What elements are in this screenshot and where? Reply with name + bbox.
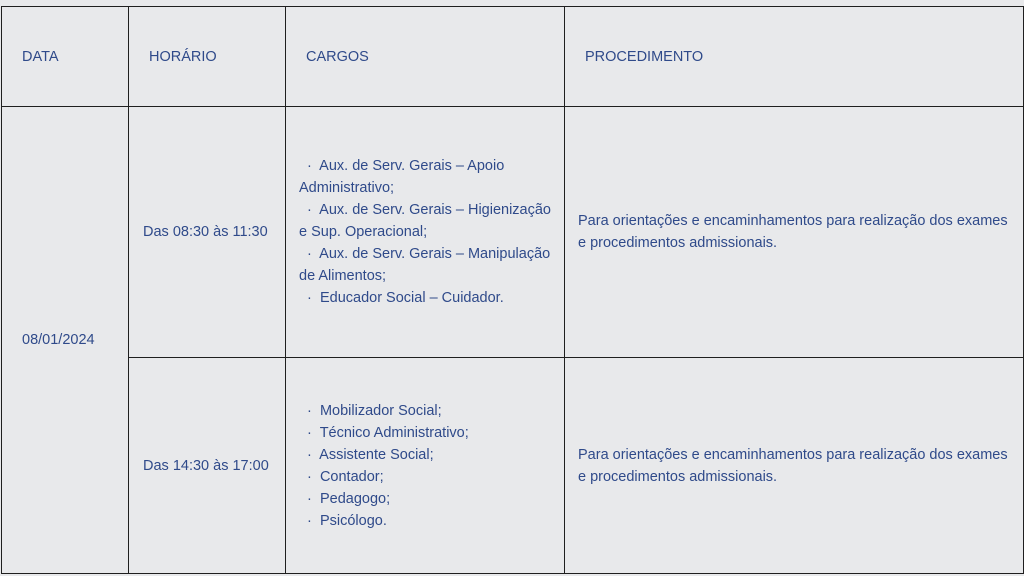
cargo-list — [299, 155, 556, 309]
cargo-item: · Pedagogo; — [299, 488, 556, 510]
table-row — [2, 107, 1024, 358]
schedule-grid — [1, 6, 1024, 574]
procedimento-cell — [565, 358, 1024, 574]
time-cell — [129, 358, 286, 574]
cargo-list — [299, 400, 556, 532]
procedimento-text: Para orientações e encaminhamentos para realização dos exames e procedimentos admissionais. — [578, 213, 1008, 252]
header-horario: HORÁRIO — [129, 7, 286, 107]
table-row — [2, 358, 1024, 574]
cargo-item: · Aux. de Serv. Gerais – Higienização e Sup. Operacional; — [299, 199, 556, 243]
cargos-cell — [286, 358, 565, 574]
time-cell — [129, 107, 286, 358]
header-procedimento: PROCEDIMENTO — [565, 7, 1024, 107]
header-data: DATA — [2, 7, 129, 107]
cargo-item: · Assistente Social; — [299, 444, 556, 466]
procedimento-cell — [565, 107, 1024, 358]
cargo-item: · Aux. de Serv. Gerais – Manipulação de Alimentos; — [299, 243, 556, 287]
header-cargos: CARGOS — [286, 7, 565, 107]
time-value: Das 14:30 às 17:00 — [143, 457, 269, 474]
date-value: 08/01/2024 — [22, 332, 95, 348]
cargo-item: · Mobilizador Social; — [299, 400, 556, 422]
cargo-item: · Aux. de Serv. Gerais – Apoio Administrativo; — [299, 155, 556, 199]
cargos-cell — [286, 107, 565, 358]
cargo-item: · Psicólogo. — [299, 510, 556, 532]
time-value: Das 08:30 às 11:30 — [143, 224, 268, 241]
date-cell — [2, 107, 129, 574]
header-row — [2, 7, 1024, 107]
cargo-item: · Técnico Administrativo; — [299, 422, 556, 444]
cargo-item: · Contador; — [299, 466, 556, 488]
schedule-table — [0, 6, 1024, 576]
procedimento-text: Para orientações e encaminhamentos para realização dos exames e procedimentos admissionais. — [578, 446, 1008, 485]
cargo-item: · Educador Social – Cuidador. — [299, 287, 556, 309]
